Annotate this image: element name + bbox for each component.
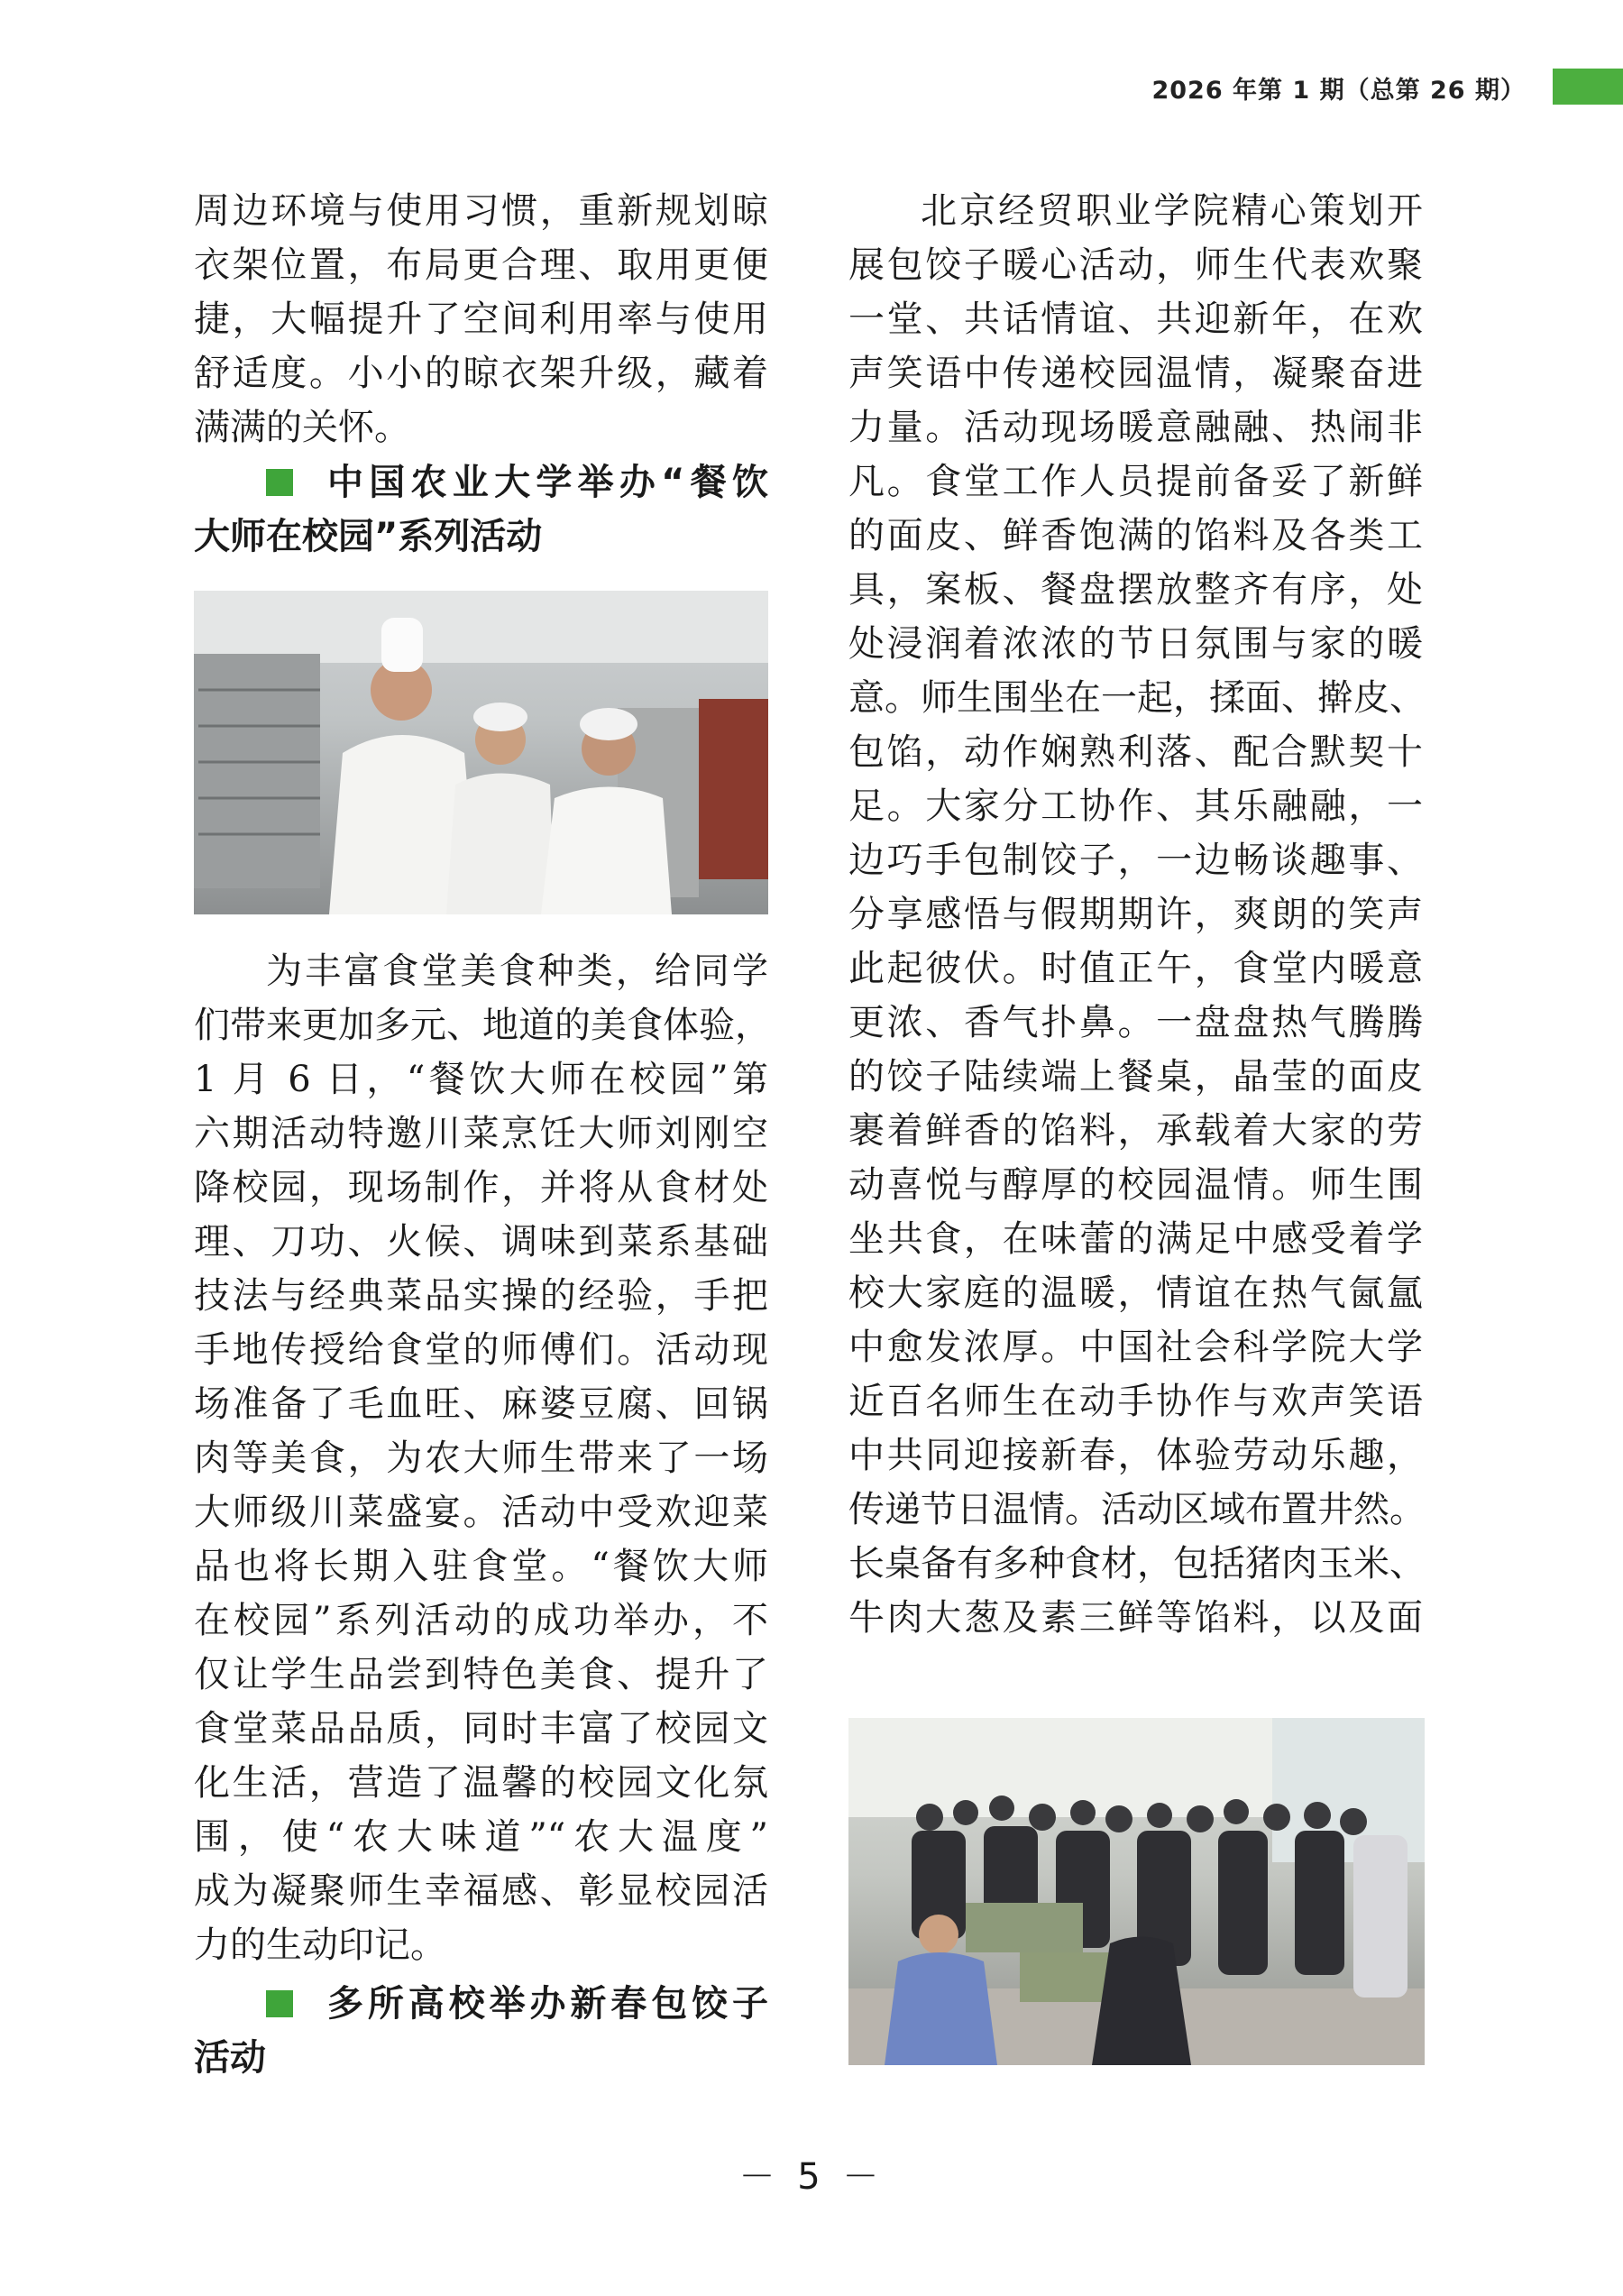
text-line: 力量。活动现场暖意融融、热闹非 <box>848 407 1423 448</box>
header-accent-block <box>1553 69 1623 105</box>
text-line: 围，使“农大味道”“农大温度” <box>194 1816 768 1858</box>
text-line: 力的生动印记。 <box>194 1924 446 1966</box>
text-line: 长桌备有多种食材，包括猪肉玉米、 <box>848 1543 1426 1584</box>
text-line: 传递节日温情。活动区域布置井然。 <box>848 1489 1426 1530</box>
section-heading-line <box>194 455 768 510</box>
text-line: 中共同迎接新春，体验劳动乐趣， <box>848 1435 1423 1476</box>
text-line: 仅让学生品尝到特色美食、提升了 <box>194 1654 768 1695</box>
text-line: 坐共食，在味蕾的满足中感受着学 <box>848 1218 1423 1260</box>
section-heading-text: 多所高校举办新春包饺子 <box>327 1983 768 2025</box>
text-line: 为丰富食堂美食种类，给同学 <box>266 951 768 992</box>
text-line: 手地传授给食堂的师傅们。活动现 <box>194 1329 768 1371</box>
text-line: 此起彼伏。时值正午，食堂内暖意 <box>848 948 1423 989</box>
dumpling-event-photo <box>848 1718 1425 2065</box>
text-line: 更浓、香气扑鼻。一盘盘热气腾腾 <box>848 1002 1423 1043</box>
text-line: 近百名师生在动手协作与欢声笑语 <box>848 1381 1423 1422</box>
text-line: 品也将长期入驻食堂。“餐饮大师 <box>194 1546 768 1587</box>
text-line: 场准备了毛血旺、麻婆豆腐、回锅 <box>194 1383 768 1425</box>
text-line: 捷，大幅提升了空间利用率与使用 <box>194 298 768 340</box>
green-square-bullet-icon <box>266 1990 293 2017</box>
text-line: 一堂、共话情谊、共迎新年，在欢 <box>848 298 1423 340</box>
text-line: 具，案板、餐盘摆放整齐有序，处 <box>848 569 1423 611</box>
text-line: 边巧手包制饺子，一边畅谈趣事、 <box>848 840 1423 881</box>
text-line: 凡。食堂工作人员提前备妥了新鲜 <box>848 461 1423 502</box>
text-line: 的饺子陆续端上餐桌，晶莹的面皮 <box>848 1056 1423 1097</box>
text-line: 展包饺子暖心活动，师生代表欢聚 <box>848 244 1423 286</box>
text-line: 裹着鲜香的馅料，承载着大家的劳 <box>848 1110 1423 1152</box>
text-line: 大师级川菜盛宴。活动中受欢迎菜 <box>194 1492 768 1533</box>
page-number: － 5 － <box>738 2156 885 2198</box>
text-line: 满满的关怀。 <box>194 407 410 448</box>
text-line: 足。大家分工协作、其乐融融，一 <box>848 785 1423 827</box>
text-line: 包馅，动作娴熟利落、配合默契十 <box>848 731 1423 773</box>
text-line: 的面皮、鲜香饱满的馅料及各类工 <box>848 515 1423 556</box>
text-line: 食堂菜品品质，同时丰富了校园文 <box>194 1708 768 1750</box>
text-line: 技法与经典菜品实操的经验，手把 <box>194 1275 768 1317</box>
kitchen-photo <box>194 591 768 914</box>
text-line: 舒适度。小小的晾衣架升级，藏着 <box>194 353 768 394</box>
text-line: 们带来更加多元、地道的美食体验， <box>194 1005 771 1046</box>
text-line: 动喜悦与醇厚的校园温情。师生围 <box>848 1164 1423 1206</box>
text-line: 降校园，现场制作，并将从食材处 <box>194 1167 768 1208</box>
section-heading-line: 活动 <box>194 2037 266 2079</box>
text-line: 衣架位置，布局更合理、取用更便 <box>194 244 768 286</box>
text-line: 意。师生围坐在一起，揉面、擀皮、 <box>848 677 1426 719</box>
text-line: 周边环境与使用习惯，重新规划晾 <box>194 190 768 232</box>
text-line: 处浸润着浓浓的节日氛围与家的暖 <box>848 623 1423 665</box>
text-line: 理、刀功、火候、调味到菜系基础 <box>194 1221 768 1263</box>
text-line: 声笑语中传递校园温情，凝聚奋进 <box>848 353 1423 394</box>
text-line: 化生活，营造了温馨的校园文化氛 <box>194 1762 768 1804</box>
issue-label: 2026 年第 1 期（总第 26 期） <box>1151 77 1526 105</box>
text-line: 1 月 6 日，“餐饮大师在校园”第 <box>194 1059 768 1100</box>
text-line: 六期活动特邀川菜烹饪大师刘刚空 <box>194 1113 768 1154</box>
green-square-bullet-icon <box>266 469 293 496</box>
text-line: 北京经贸职业学院精心策划开 <box>921 190 1423 232</box>
text-line: 校大家庭的温暖，情谊在热气氤氲 <box>848 1272 1423 1314</box>
text-line: 在校园”系列活动的成功举办，不 <box>194 1600 768 1641</box>
text-line: 中愈发浓厚。中国社会科学院大学 <box>848 1327 1423 1368</box>
text-line: 分享感悟与假期期许，爽朗的笑声 <box>848 894 1423 935</box>
text-line: 成为凝聚师生幸福感、彰显校园活 <box>194 1870 768 1912</box>
section-heading-text: 中国农业大学举办“餐饮 <box>327 462 768 503</box>
text-line: 牛肉大葱及素三鲜等馅料，以及面 <box>848 1597 1423 1639</box>
text-line: 肉等美食，为农大师生带来了一场 <box>194 1437 768 1479</box>
section-heading-line: 大师在校园”系列活动 <box>194 516 543 557</box>
section-heading-line <box>194 1977 768 2031</box>
